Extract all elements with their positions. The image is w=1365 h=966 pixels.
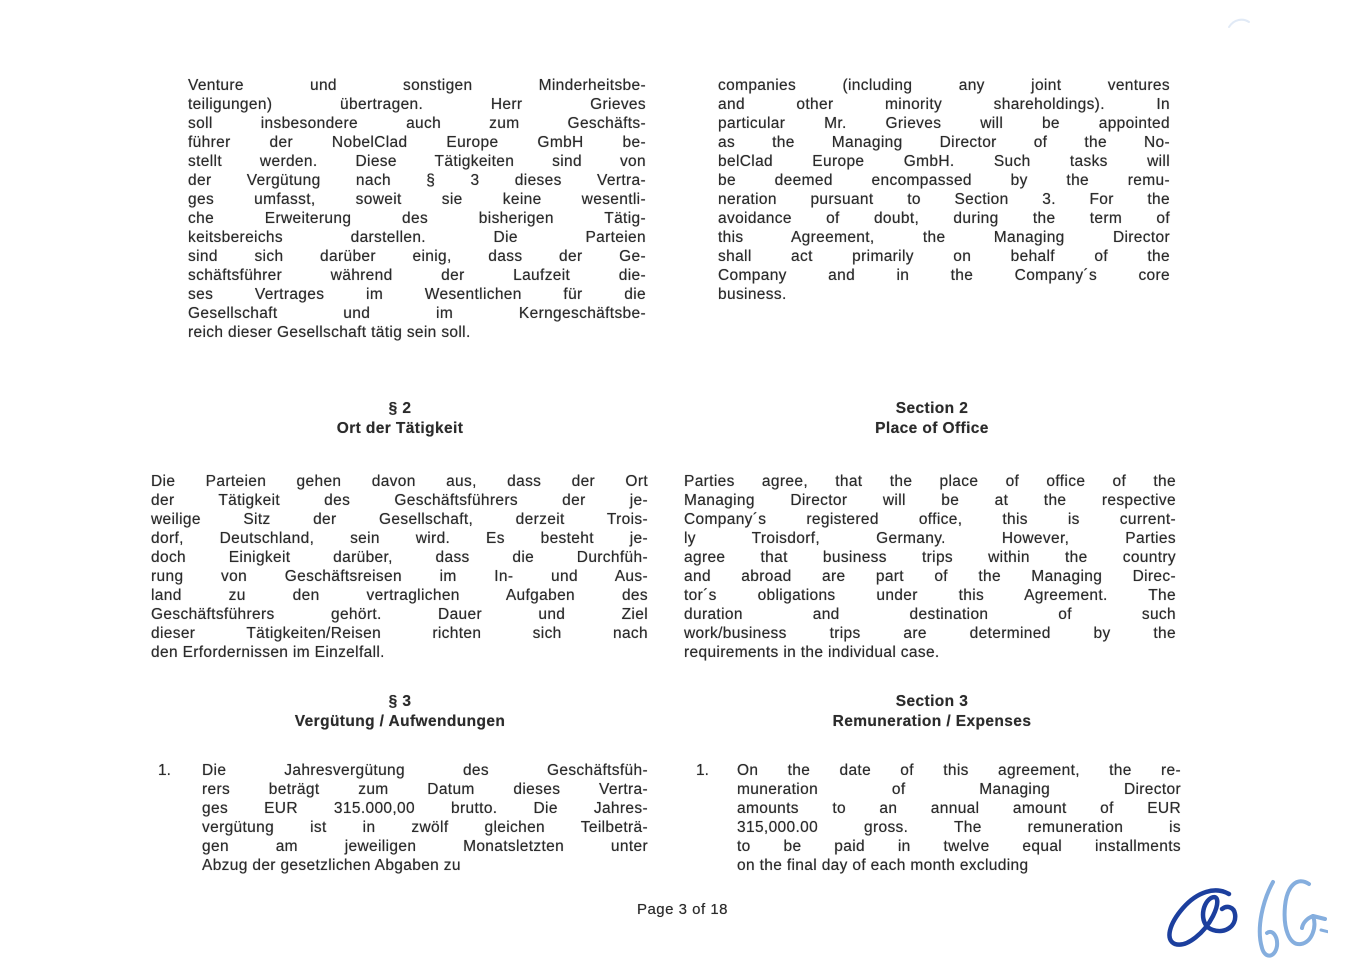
text-line: führer der NobelClad Europe GmbH be- bbox=[188, 134, 646, 151]
text-line: duration and destination of such bbox=[684, 606, 1176, 623]
text-line: soll insbesondere auch zum Geschäfts- bbox=[188, 115, 646, 132]
text-line: rers beträgt zum Datum dieses Vertra- bbox=[202, 781, 648, 798]
heading-section2-german-title: Ort der Tätigkeit bbox=[336, 420, 464, 437]
text-line: as the Managing Director of the No- bbox=[718, 134, 1170, 151]
text-line: Gesellschaft und im Kerngeschäftsbe- bbox=[188, 305, 646, 322]
text-line: ges umfasst, soweit sie keine wesentli- bbox=[188, 191, 646, 208]
text-line: Company´s registered office, this is current- bbox=[684, 511, 1176, 528]
text-line: 315,000.00 gross. The remuneration is bbox=[737, 819, 1181, 836]
heading-section2-english-title: Place of Office bbox=[875, 420, 989, 437]
text-line: teiligungen) übertragen. Herr Grieves bbox=[188, 96, 646, 113]
list-item-1-english bbox=[696, 761, 1181, 875]
text-line: sind sich darüber einig, dass der Ge- bbox=[188, 248, 646, 265]
text-line: doch Einigkeit darüber, dass die Durchfüh- bbox=[151, 549, 648, 566]
list-item-number: 1. bbox=[696, 762, 709, 779]
text-line: and other minority shareholdings). In bbox=[718, 96, 1170, 113]
text-line: agree that business trips within the country bbox=[684, 549, 1176, 566]
text-line: ges EUR 315.000,00 brutto. Die Jahres- bbox=[202, 800, 648, 817]
text-line: der Vergütung nach § 3 dieses Vertra- bbox=[188, 172, 646, 189]
heading-section2-german bbox=[150, 399, 650, 439]
text-line: neration pursuant to Section 3. For the bbox=[718, 191, 1170, 208]
signatures bbox=[1163, 878, 1328, 963]
text-line: reich dieser Gesellschaft tätig sein soll. bbox=[188, 324, 471, 341]
text-line: land zu den vertraglichen Aufgaben des bbox=[151, 587, 648, 604]
heading-section3-english-number: Section 3 bbox=[895, 693, 969, 710]
paragraph-intro-english bbox=[718, 76, 1170, 304]
text-line: particular Mr. Grieves will be appointed bbox=[718, 115, 1170, 132]
signature-initials-2 bbox=[1260, 881, 1328, 955]
text-line: rung von Geschäftsreisen im In- und Aus- bbox=[151, 568, 648, 585]
text-line: business. bbox=[718, 286, 787, 303]
heading-section2-english-number: Section 2 bbox=[895, 400, 969, 417]
text-line: shall act primarily on behalf of the bbox=[718, 248, 1170, 265]
text-line: On the date of this agreement, the re- bbox=[737, 762, 1181, 779]
text-line: Die Jahresvergütung des Geschäftsfüh- bbox=[202, 762, 648, 779]
text-line: che Erweiterung des bisherigen Tätig- bbox=[188, 210, 646, 227]
text-line: tor´s obligations under this Agreement. The bbox=[684, 587, 1176, 604]
paragraph-section2-german bbox=[151, 472, 648, 662]
text-line: den Erfordernissen im Einzelfall. bbox=[151, 644, 385, 661]
text-line: der Tätigkeit des Geschäftsführers der je- bbox=[151, 492, 648, 509]
paragraph-section2-english bbox=[684, 472, 1176, 662]
text-line: to be paid in twelve equal installments bbox=[737, 838, 1181, 855]
paragraph-intro-german bbox=[188, 76, 646, 342]
signature-initials-1 bbox=[1169, 890, 1235, 944]
text-line: ly Troisdorf, Germany. However, Parties bbox=[684, 530, 1176, 547]
text-line: Company and in the Company´s core bbox=[718, 267, 1170, 284]
faint-ink-mark bbox=[1226, 16, 1252, 30]
text-line: gen am jeweiligen Monatsletzten unter bbox=[202, 838, 648, 855]
page-number-footer: Page 3 of 18 bbox=[636, 901, 729, 918]
text-line: work/business trips are determined by the bbox=[684, 625, 1176, 642]
text-line: amounts to an annual amount of EUR bbox=[737, 800, 1181, 817]
text-line: companies (including any joint ventures bbox=[718, 77, 1170, 94]
text-line: Managing Director will be at the respective bbox=[684, 492, 1176, 509]
list-item-1-english-text bbox=[737, 761, 1181, 875]
heading-section2-german-number: § 2 bbox=[388, 400, 412, 417]
text-line: dieser Tätigkeiten/Reisen richten sich nach bbox=[151, 625, 648, 642]
text-line: be deemed encompassed by the remu- bbox=[718, 172, 1170, 189]
text-line: on the final day of each month excluding bbox=[737, 857, 1029, 874]
text-line: Abzug der gesetzlichen Abgaben zu bbox=[202, 857, 461, 874]
text-line: Venture und sonstigen Minderheitsbe- bbox=[188, 77, 646, 94]
text-line: stellt werden. Diese Tätigkeiten sind von bbox=[188, 153, 646, 170]
text-line: dorf, Deutschland, sein wird. Es besteht je- bbox=[151, 530, 648, 547]
text-line: Geschäftsführers gehört. Dauer und Ziel bbox=[151, 606, 648, 623]
text-line: and abroad are part of the Managing Direc- bbox=[684, 568, 1176, 585]
text-line: schäftsführer während der Laufzeit die- bbox=[188, 267, 646, 284]
text-line: weilige Sitz der Gesellschaft, derzeit Trois- bbox=[151, 511, 648, 528]
heading-section3-english bbox=[682, 692, 1182, 732]
list-item-number: 1. bbox=[158, 762, 171, 779]
heading-section3-german bbox=[150, 692, 650, 732]
heading-section3-english-title: Remuneration / Expenses bbox=[832, 713, 1032, 730]
text-line: requirements in the individual case. bbox=[684, 644, 940, 661]
heading-section3-german-number: § 3 bbox=[388, 693, 412, 710]
text-line: vergütung ist in zwölf gleichen Teilbeträ- bbox=[202, 819, 648, 836]
text-line: Die Parteien gehen davon aus, dass der Ort bbox=[151, 473, 648, 490]
text-line: muneration of Managing Director bbox=[737, 781, 1181, 798]
text-line: belClad Europe GmbH. Such tasks will bbox=[718, 153, 1170, 170]
heading-section3-german-title: Vergütung / Aufwendungen bbox=[294, 713, 506, 730]
list-item-1-german bbox=[158, 761, 648, 875]
text-line: keitsbereichs darstellen. Die Parteien bbox=[188, 229, 646, 246]
text-line: Parties agree, that the place of office of the bbox=[684, 473, 1176, 490]
heading-section2-english bbox=[682, 399, 1182, 439]
text-line: avoidance of doubt, during the term of bbox=[718, 210, 1170, 227]
text-line: this Agreement, the Managing Director bbox=[718, 229, 1170, 246]
text-line: ses Vertrages im Wesentlichen für die bbox=[188, 286, 646, 303]
list-item-1-german-text bbox=[202, 761, 648, 875]
